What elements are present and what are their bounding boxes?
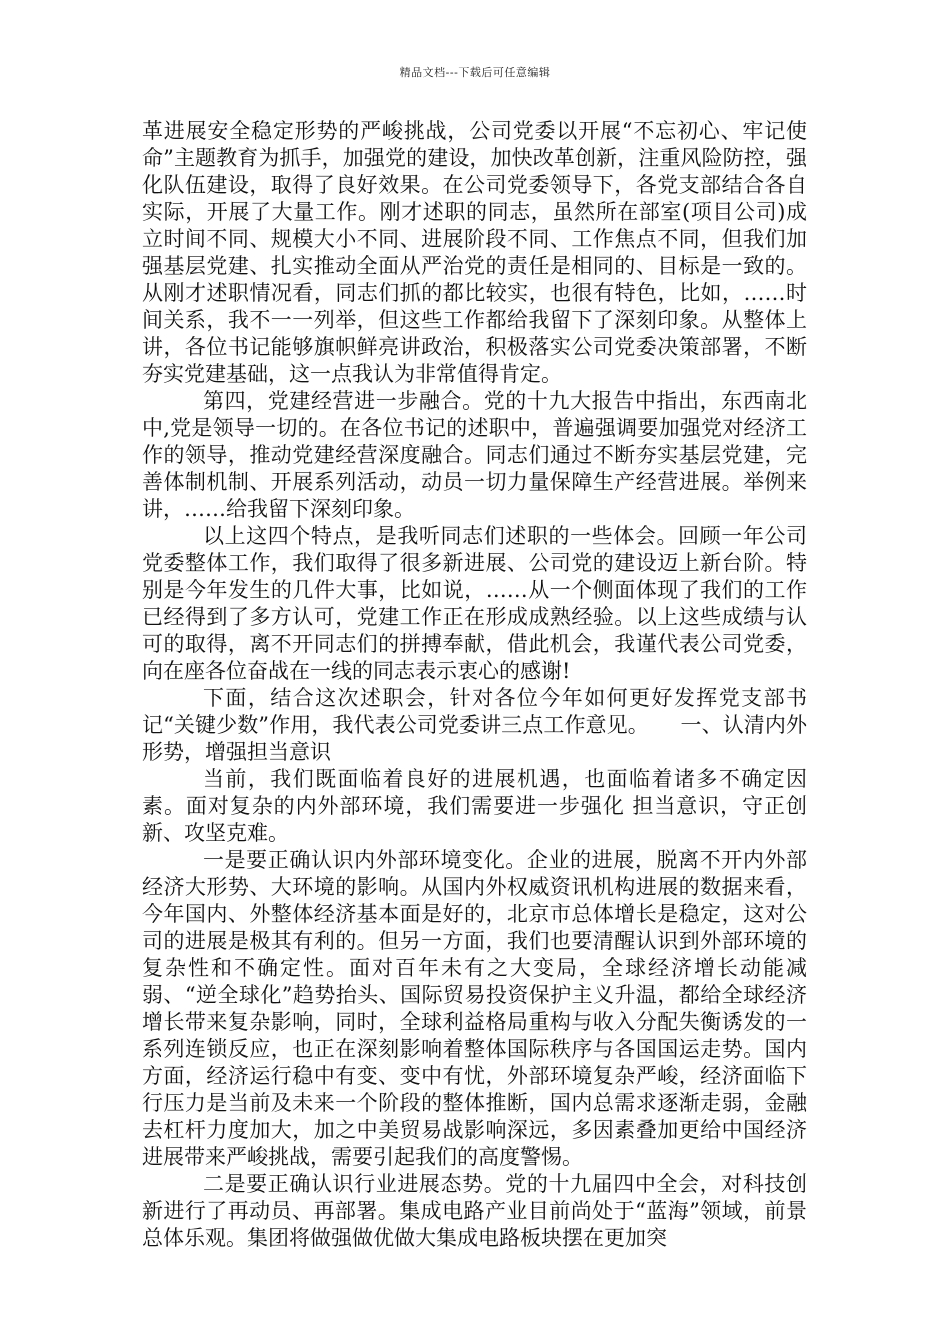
page-header: 精品文档---下载后可任意编辑	[399, 66, 551, 79]
paragraph-point-two: 二是要正确认识行业进展态势。党的十九届四中全会，对科技创新进行了再动员、再部署。集成电路产业目前尚处于“蓝海”领域，前景总体乐观。集团将做强做优做大集成电路板块摆在更加突	[142, 1172, 807, 1250]
paragraph-point-one: 一是要正确认识内外部环境变化。企业的进展，脱离不开内外部经济大形势、大环境的影响。从国内外权威资讯机构进展的数据来看，今年国内、外整体经济基本面是好的，北京市总体增长是稳定，这对公司的进展是极其有利的。但另一方面，我们也要清醒认识到外部环境的复杂性和不确定性。面对百年未有之大变局，全球经济增长动能减弱、“逆全球化”趋势抬头、国际贸易投资保护主义升温，都给全球经济增长带来复杂影响，同时，全球利益格局重构与收入分配失衡诱发的一系列连锁反应，也正在深刻影响着整体国际秩序与各国国运走势。国内方面，经济运行稳中有变、变中有忧，外部环境复杂严峻，经济面临下行压力是当前及未来一个阶段的整体推断，国内总需求逐渐走弱，金融去杠杆力度加大，加之中美贸易战影响深远，多因素叠加更给中国经济进展带来严峻挑战，需要引起我们的高度警惕。	[142, 848, 807, 1169]
paragraph-introduction-section-one: 下面，结合这次述职会，针对各位今年如何更好发挥党支部书记“关键少数”作用，我代表公司党委讲三点工作意见。 一、认清内外形势，增强担当意识	[142, 686, 807, 764]
paragraph-current-situation: 当前，我们既面临着良好的进展机遇，也面临着诸多不确定因素。面对复杂的内外部环境，我们需要进一步强化 担当意识，守正创新、攻坚克难。	[142, 767, 807, 845]
paragraph-continuation: 革进展安全稳定形势的严峻挑战，公司党委以开展“不忘初心、牢记使命”主题教育为抓手，加强党的建设，加快改革创新，注重风险防控，强化队伍建设，取得了良好效果。在公司党委领导下，各党支部结合各自实际，开展了大量工作。刚才述职的同志，虽然所在部室(项目公司)成立时间不同、规模大小不同、进展阶段不同、工作焦点不同，但我们加强基层党建、扎实推动全面从严治党的责任是相同的、目标是一致的。从刚才述职情况看，同志们抓的都比较实，也很有特色，比如，……时间关系，我不一一列举，但这些工作都给我留下了深刻印象。从整体上讲，各位书记能够旗帜鲜亮讲政治，积极落实公司党委决策部署，不断夯实党建基础，这一点我认为非常值得肯定。	[142, 119, 807, 386]
paragraph-summary: 以上这四个特点，是我听同志们述职的一些体会。回顾一年公司党委整体工作，我们取得了很多新进展、公司党的建设迈上新台阶。特别是今年发生的几件大事，比如说，……从一个侧面体现了我们的工作已经得到了多方认可，党建工作正在形成成熟经验。以上这些成绩与认可的取得，离不开同志们的拼搏奉献，借此机会，我谨代表公司党委，向在座各位奋战在一线的同志表示衷心的感谢!	[142, 524, 807, 683]
document-body	[142, 118, 807, 1252]
paragraph-fourth-point: 第四，党建经营进一步融合。党的十九大报告中指出，东西南北中,党是领导一切的。在各位书记的述职中，普遍强调要加强党对经济工作的领导，推动党建经营深度融合。同志们通过不断夯实基层党建，完善体制机制、开展系列活动，动员一切力量保障生产经营进展。举例来讲，……给我留下深刻印象。	[142, 389, 807, 521]
